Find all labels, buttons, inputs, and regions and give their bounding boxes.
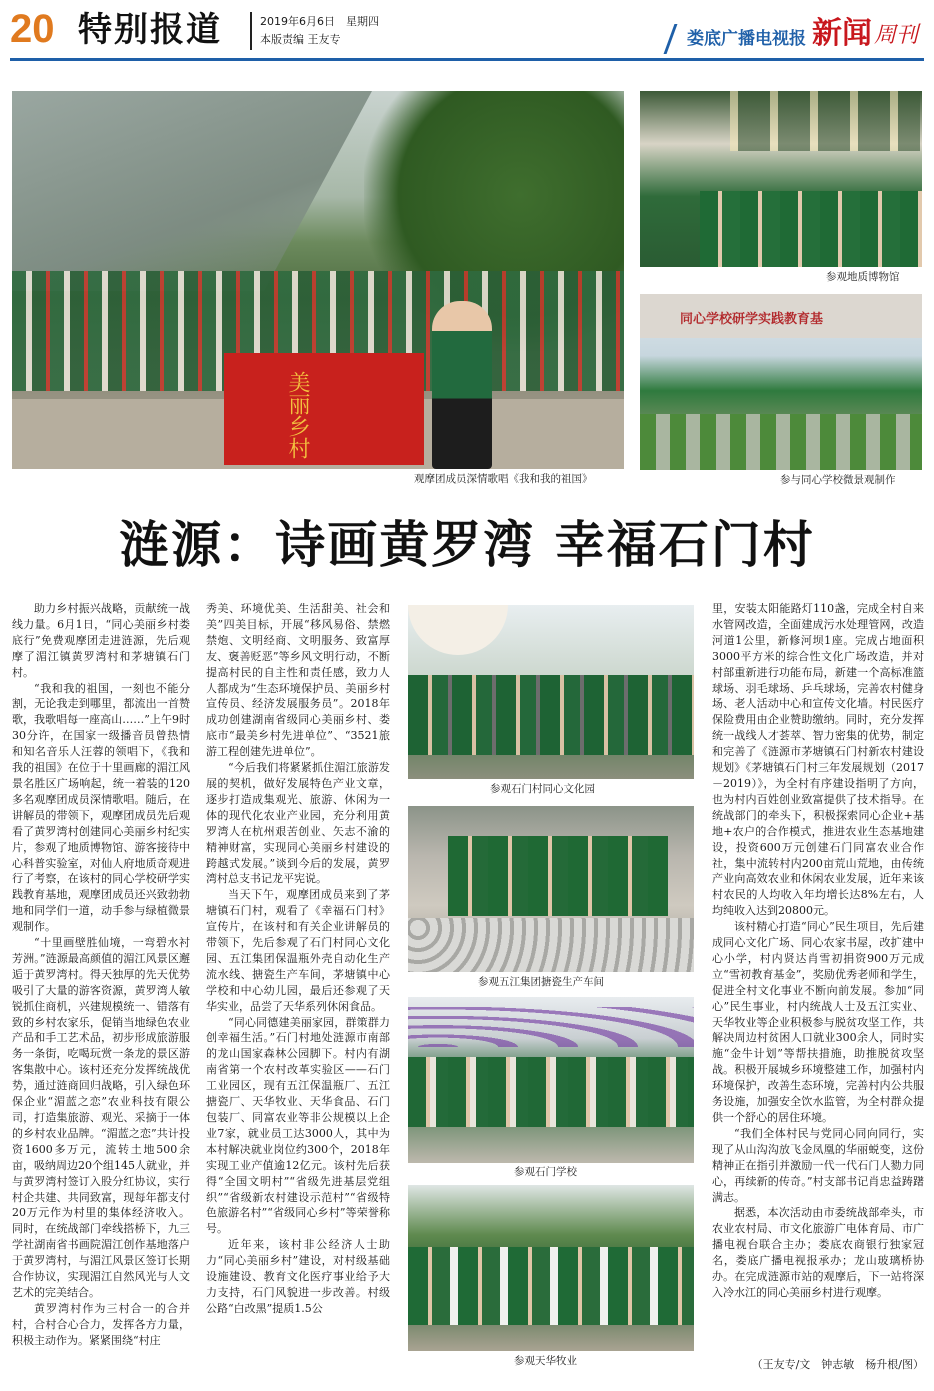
paragraph: “我们全体村民与党同心同向同行，实现了从山沟沟放飞金凤凰的华丽蜕变，这份精神正在指引并激励一代一代石门人勠力同心，再续新的传奇。”村支部书记肖忠益踌躇满志。: [712, 1126, 924, 1204]
school-visit-caption: 参观石门学校: [514, 1166, 577, 1178]
issue-editor: 本版责编 王友专: [260, 33, 341, 46]
byline: （王友专/文 钟志敏 杨升根/图）: [751, 1358, 924, 1371]
article-column-2: [206, 601, 390, 1371]
brand-org: 娄底广播电视报: [686, 29, 806, 49]
brand-slash-icon: [664, 24, 685, 54]
singer-figure: [432, 301, 492, 469]
paragraph: 该村精心打造“同心”民生项目，先后建成同心文化广场、同心农家书屋，改扩建中心小学，村内贤达肖雪初捐资900万元成立“雪初教育基金”，奖励优秀老师和学生，促进全村文化事业不断向前发展。参加“同心”民生事业，村内统战人士及五江实业、天华牧业等企业积极参与脱贫攻坚工作，共解决周边村贫困人口就业300余人，同时实施“金牛计划”等帮扶措施，助推脱贫攻坚战。积极开展城乡环境整建工作，加强村内环境保护，改善生态环境，完善村内公共服务设施，加强安全饮水监管，为全村群众提供一个舒心的居住环境。: [712, 920, 924, 1124]
paragraph: “同心同德建美丽家园，群策群力创幸福生活。”石门村地处涟源市南部的龙山国家森林公园脚下。村内有湖南省第一个农村改革实验区——石门工业园区，现有五江保温瓶厂、五江搪瓷厂、天华牧业、天华食品、石门包装厂、同富农业等非公规模以上企业7家，就业员工达3000人，其中为本村解决就业岗位约300个，2018年实现工业产值逾12亿元。该村先后获得“全国文明村”“省级先进基层党组织”“省级新农村建设示范村”“省级特色旅游名村”“省级同心乡村”等荣誉称号。: [206, 1015, 390, 1236]
mountain-shape: [12, 91, 372, 291]
school-board-text: 同心学校研学实践教育基: [680, 312, 824, 327]
red-banner: [224, 353, 424, 465]
lamps-shape: [730, 91, 920, 151]
masthead-divider: [250, 12, 252, 50]
visitors-shape: [448, 836, 668, 916]
paragraph: 里，安装太阳能路灯110盏，完成全村自来水管网改造，全面建成污水处理管网，改造河道1公里，新修河坝1座。完成占地面积3000平方米的综合性文化广场改造，并对村部重新进行功能布局，新建一个高标准篮球场、羽毛球场、乒乓球场，完善农村健身场、老人活动中心和宣传文化墙。村民医疗保险费用由企业赞助缴纳。同时，充分发挥统一战线人才荟萃、智力密集的优势，制定和完善了《涟源市茅塘镇石门村新农村建设规划》《茅塘镇石门村三年发展规划（2017－2019）》，为全村有序建设指明了方向，也为村内百姓创业致富提供了技术指导。在统战部门的牵头下，积极探索同心企业+基地+农户的合作模式，推进农业生态基地建设，投资600万元创建石门同富农业合作社，集中流转村内200亩荒山荒地，由传统产业向高效农业和休闲农业发展，近年来该村农民的人均收入年均增长达8%左右，人均纯收入达到20800元。: [712, 602, 924, 918]
section-title: 特别报道: [78, 10, 222, 50]
brand-weekly: 周刊: [873, 23, 918, 48]
banner-text: 美丽乡村: [285, 371, 310, 459]
hero-photo: [12, 91, 624, 469]
issue-date: 2019年6月6日 星期四: [260, 15, 379, 28]
paragraph: “我和我的祖国，一刻也不能分割，无论我走到哪里，都流出一首赞歌，我歌唱每一座高山……”上午9时30分许，在国家一级播音员曾热情和知名音乐人汪蓉的领唱下，《我和我的祖国》在位于十里画廊的湄江风景名胜区广场响起，统一着装的120多名观摩团成员深情歌唱。随后，在讲解员的带领下，观摩团成员先后观看了黄罗湾村创建同心美丽乡村纪实片，参观了地质博物馆、游客接待中心科普实验室，对仙人府地质奇观进行了考察，在该村的同心学校研学实践教育基地，观摩团成员还兴致勃勃地和同学们一道，动手参与绿植微景观制作。: [12, 681, 190, 934]
umbrella-shape: [408, 605, 508, 655]
page-number: 20: [10, 7, 55, 51]
paragraph: 当天下午，观摩团成员来到了茅塘镇石门村，观看了《幸福石门村》宣传片，在该村和有关企业讲解员的带领下，先后参观了石门村同心文化园、五江集团保温瓶外壳自动化生产流水线、搪瓷生产车间，茅塘镇中心学校和中心幼儿园，最后还参观了天华实业，品尝了天华系列休闲食品。: [206, 888, 390, 1013]
paragraph: 秀美、环境优美、生活甜美、社会和美”四美目标，开展“移风易俗、禁燃禁炮、文明经商、文明服务、致富厚友、褒善贬恶”等乡风文明行动，不断提高村民的自主性和责任感，致力人人都成为“生态环境保护员、美丽乡村宣传员、经济发展服务员”。2018年成功创建湖南省级同心美丽乡村、娄底市“最美乡村先进单位”、“3521旅游工程创建先进单位”。: [206, 602, 390, 759]
paragraph: 近年来，该村非公经济人士助力“同心美丽乡村”建设，对村级基础设施建设、教育文化医疗事业给予大力支持，石门风貌进一步改善。村级公路“白改黑”提质1.5公: [206, 1238, 390, 1315]
museum-caption: 参观地质博物馆: [826, 271, 900, 283]
paragraph: 黄罗湾村作为三村合一的合并村，合村合心合力，发挥各方力量，积极主动作为。紧紧围绕“村庄: [12, 1301, 190, 1347]
visitors-shape: [408, 1057, 694, 1127]
museum-photo: [640, 91, 922, 267]
school-caption: 参与同心学校微景观制作: [780, 474, 896, 486]
paragraph: “十里画壁胜仙境，一弯碧水衬芳洲。”涟源最高颜值的湄江风景区邂逅于黄罗湾村。得天独厚的先天优势吸引了大量的游客资源，黄罗湾人敏锐抓住商机，兴建规模统一、错落有致的乡村农家乐，促销当地绿色农业产品和手工艺术品，初步形成旅游服务一条街，吃喝玩赏一条龙的景区游客集散中心。该村还充分发挥统战优势，通过涟商回归战略，引入绿色环保企业“湄蓝之恋”农业科技有限公司，打造集旅游、观光、采摘于一体的乡村农业品牌。“湄蓝之恋”共计投资1600多万元，流转土地500余亩，吸纳周边20个组145人就业，并与黄罗湾村签订入股分红协议，实行村企共建、共同致富，现每年都支付20万元作为村里的集体经济收入。同时，在统战部门牵线搭桥下，九三学社湖南省书画院湄江创作基地落户于黄罗湾村，与湄江风景区签订长期合作协议，实现湄江自然风光与人文艺术的完美结合。: [12, 936, 190, 1299]
masthead: [0, 0, 934, 66]
culture-park-photo: [408, 605, 694, 779]
micro-landscape-table: [640, 414, 922, 470]
brand-news: 新闻: [811, 16, 872, 51]
factory-photo: [408, 806, 694, 972]
visitors-shape: [408, 675, 694, 755]
masthead-rule: [10, 58, 924, 61]
paragraph: “今后我们将紧紧抓住湄江旅游发展的契机，做好发展特色产业文章，逐步打造成集观光、旅游、休闲为一体的现代化农业产业园，充分利用黄罗湾人在杭州艰苦创业、矢志不渝的精神财富，实现同心美丽乡村建设的跨越式发展。”谈到今后的发展，黄罗湾村总支书记龙平宪说。: [206, 761, 390, 886]
umbrellas-shape: [408, 1007, 694, 1047]
visitors-shape: [700, 191, 922, 267]
article-column-1: [12, 601, 190, 1371]
article-headline: 涟源：诗画黄罗湾 幸福石门村: [119, 516, 815, 574]
enamel-pots-shape: [408, 918, 694, 972]
culture-park-caption: 参观石门村同心文化园: [490, 783, 595, 795]
factory-caption: 参观五江集团搪瓷生产车间: [478, 976, 604, 988]
school-visit-photo: [408, 997, 694, 1163]
article-column-3: [712, 601, 924, 1359]
visitors-shape: [408, 1247, 694, 1325]
paragraph: 据悉，本次活动由市委统战部牵头，市农业农村局、市文化旅游广电体育局、市广播电视台联合主办；娄底农商银行独家冠名，娄底广播电视报承办；龙山玻璃桥协办。在完成涟源市站的观摩后，下一站将深入冷水江的同心美丽乡村进行观摩。: [712, 1206, 924, 1299]
school-photo: [640, 294, 922, 470]
newspaper-brand: [669, 10, 918, 54]
farm-caption: 参观天华牧业: [514, 1355, 577, 1367]
farm-photo: [408, 1185, 694, 1351]
paragraph: 助力乡村振兴战略，贡献统一战线力量。6月1日，“同心美丽乡村娄底行”免费观摩团走进涟源，先后观摩了湄江镇黄罗湾村和茅塘镇石门村。: [12, 602, 190, 679]
hero-caption: 观摩团成员深情歌唱《我和我的祖国》: [414, 473, 593, 485]
